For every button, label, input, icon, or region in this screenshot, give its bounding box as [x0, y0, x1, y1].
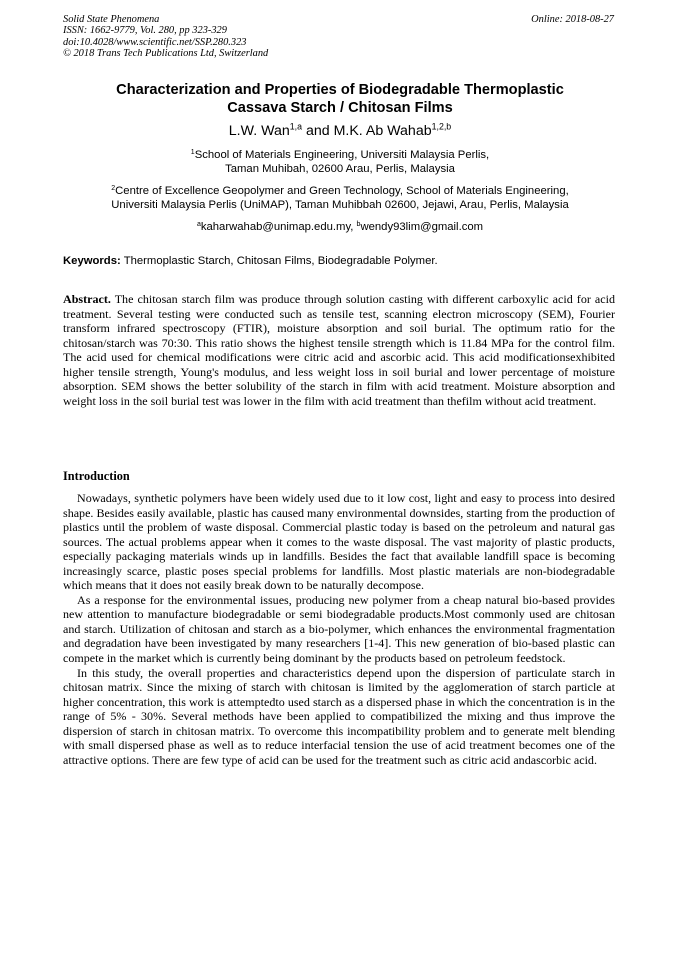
abstract: [63, 292, 615, 408]
email-mark: a: [196, 220, 201, 228]
affiliation-text: Universiti Malaysia Perlis (UniMAP), Taman Muhibbah 02600, Jejawi, Arau, Perlis, Malaysia: [111, 199, 569, 212]
affiliation-text: Taman Muhibah, 02600 Arau, Perlis, Malaysia: [225, 163, 455, 176]
paragraph: In this study, the overall properties and characteristics depend upon the dispersion of particulate starch in chitosan matrix. Since the mixing of starch with chitosan is limited by the agglomeration of starch particle at higher concentration, this work is attemptedto used starch as a dispersed phase in which the concentration is in the range of 5% - 30%. Several methods have been applied to compatibilized the mixing and thus improve the dispersion of starch in chitosan matrix. To overcome this incompatibility problem and to generate melt blending with small dispersed phase as well as to reduce interfacial tension the use of acid treatment becomes one of the attractive options. There are few type of acid can be used for the treatment such as citric acid andascorbic acid.: [63, 665, 615, 767]
affiliation-2: [50, 184, 630, 213]
affiliation-1: [50, 148, 630, 177]
affiliation-mark: 2: [111, 184, 116, 192]
copyright-line: © 2018 Trans Tech Publications Ltd, Switzerland: [63, 48, 269, 60]
journal-header: [63, 14, 268, 60]
paper-title: [60, 82, 620, 117]
author-name: L.W. Wan: [228, 123, 290, 139]
author-name: M.K. Ab Wahab: [333, 123, 432, 139]
online-date: Online: 2018-08-27: [531, 14, 614, 25]
author-affiliation-mark: 1,a: [289, 121, 302, 132]
email-line: [50, 220, 630, 234]
title-line-2: Cassava Starch / Chitosan Films: [227, 99, 453, 116]
doi-line: doi:10.4028/www.scientific.net/SSP.280.323: [63, 36, 247, 48]
email-mark: b: [356, 220, 361, 228]
keywords-label: Keywords:: [63, 255, 121, 267]
email-address[interactable]: wendy93lim@gmail.com: [360, 221, 484, 233]
author-conjunction: and: [302, 123, 334, 139]
author-affiliation-mark: 1,2,b: [431, 121, 452, 132]
affiliation-text: School of Materials Engineering, Universiti Malaysia Perlis,: [194, 149, 490, 161]
section-heading-introduction: Introduction: [63, 469, 130, 483]
journal-name: Solid State Phenomena: [63, 14, 160, 25]
abstract-text: The chitosan starch film was produce through solution casting with different carboxylic acid for acid treatment. Several testing were conducted such as tensile test, scanning electron microscopy (SEM), Fourier transform infrared spectroscopy (FTIR), moisture absorption and soil burial. The optimum ratio for the chitosan/starch was 70:30. This ratio shows the highest tensile strength which is 11.84 MPa for the control film. The acid used for chemical modifications were citric acid and ascorbic acid. This acid modificationsexhibited higher tensile strength, Young's modulus, and less weight loss in soil burial and lower percentage of moisture absorption. SEM shows the better solubility of the starch in film with acid treatment. Moisture absorption and weight loss in the soil burial test was lower in the film with acid treatment than thefilm without acid treatment.: [63, 292, 615, 408]
title-line-1: Characterization and Properties of Biodegradable Thermoplastic: [116, 82, 564, 98]
paragraph: As a response for the environmental issues, producing new polymer from a cheap natural bio-based provides new attention to manufacture biodegradable or semi biodegradable products.Most commonly used are chitosan and starch. Utilization of chitosan and starch as a bio-polymer, which enhances the environmental fragmentation and degradation have been investigated by many researchers [1-4]. This new generation of bio-based plastic can compete in the market which is currently being dominant by the products based on petroleum feedstock.: [63, 592, 615, 666]
abstract-label: Abstract.: [63, 292, 111, 306]
affiliation-mark: 1: [190, 148, 195, 156]
email-address[interactable]: kaharwahab@unimap.edu.my,: [200, 221, 357, 233]
keywords: [63, 254, 438, 268]
keywords-text: Thermoplastic Starch, Chitosan Films, Biodegradable Polymer.: [120, 255, 438, 267]
introduction-body: [63, 491, 615, 767]
issn-line: ISSN: 1662-9779, Vol. 280, pp 323-329: [63, 25, 227, 37]
affiliation-text: Centre of Excellence Geopolymer and Green Technology, School of Materials Engineering,: [115, 185, 569, 197]
author-list: [60, 122, 620, 140]
paragraph: Nowadays, synthetic polymers have been widely used due to it low cost, light and easy to process into desired shape. Besides easily available, plastic has caused many environmental downsides, starting from the production of plastics until the problem of waste disposal. Commercial plastic today is based on the petroleum and natural gas sources. The actual problems appear when it comes to the waste disposal. The vast majority of plastic products, especially packaging materials winds up in landfills. Besides the fact that available landfill space is becoming increasingly scarce, plastic poses special problems for landfills. Most plastic materials are non-biodegradable which means that it does not easily break down to be naturally decompose.: [63, 491, 615, 593]
